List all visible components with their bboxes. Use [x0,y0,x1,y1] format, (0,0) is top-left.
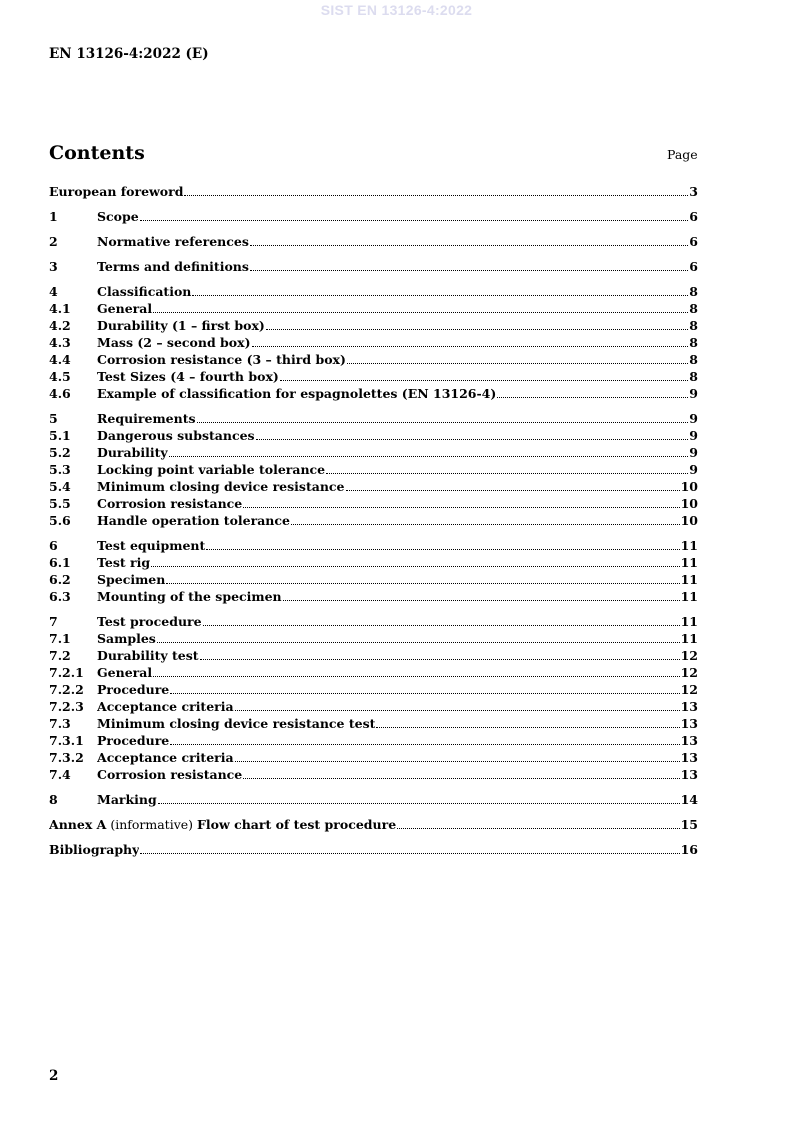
toc-entry[interactable] [49,816,698,833]
toc-entry-page: 10 [680,479,698,494]
toc-dot-leader [153,312,688,313]
toc-entry-number: 5.3 [49,462,71,477]
toc-entry-title [97,749,234,766]
toc-entry-number: 1 [49,209,58,224]
toc-dot-leader [197,422,689,423]
toc-dot-leader [140,853,679,854]
toc-entry-page: 6 [689,209,698,224]
toc-entry-title-text: Test rig [97,555,151,570]
toc-entry[interactable] [49,791,698,808]
toc-entry-title-text: Corrosion resistance [97,496,243,511]
toc-entry-title-text: Specimen [97,572,166,587]
toc-dot-leader [346,490,680,491]
toc-entry-title-text: Requirements [97,411,196,426]
toc-entry[interactable] [49,664,698,681]
toc-entry-title-text: Mass (2 – second box) [97,335,251,350]
toc-entry-title-text: General [97,665,153,680]
toc-dot-leader [166,583,679,584]
toc-entry-title [97,427,255,444]
toc-entry-page: 13 [680,767,698,782]
toc-entry-page: 11 [680,555,698,570]
toc-entry-title-text: Example of classification for espagnolettes (EN 13126-4) [97,386,497,401]
toc-entry-title-text: Terms and definitions [97,259,249,274]
toc-entry-title [97,588,282,605]
toc-entry-number: 7.2.1 [49,665,84,680]
toc-entry-title-text: Bibliography [49,842,140,857]
toc-entry-number: 7.2 [49,648,71,663]
toc-entry[interactable] [49,613,698,630]
toc-entry-title [97,571,165,588]
toc-dot-leader [243,778,679,779]
contents-title: Contents [49,142,145,164]
toc-entry-title [97,258,249,275]
toc-entry-number: 6 [49,538,58,553]
toc-entry-page: 11 [680,631,698,646]
toc-dot-leader [203,625,680,626]
toc-dot-leader [170,744,679,745]
toc-entry[interactable] [49,283,698,300]
toc-entry-page: 9 [689,386,698,401]
toc-entry-number: 7.2.2 [49,682,84,697]
toc-entry-number: 5.6 [49,513,71,528]
toc-entry[interactable] [49,478,698,495]
toc-entry-page: 14 [680,792,698,807]
toc-entry-title [97,732,169,749]
toc-entry-page: 11 [680,589,698,604]
toc-dot-leader [250,270,688,271]
toc-entry[interactable] [49,410,698,427]
toc-entry-number: 8 [49,792,58,807]
toc-entry-page: 9 [689,445,698,460]
toc-entry-title [49,841,139,858]
toc-entry-number: 4.6 [49,386,71,401]
toc-entry[interactable] [49,841,698,858]
toc-entry-title [97,664,152,681]
toc-entry-title [97,478,345,495]
toc-dot-leader [250,245,688,246]
toc-entry[interactable] [49,554,698,571]
toc-entry[interactable] [49,698,698,715]
page-column-label: Page [667,147,698,162]
toc-dot-leader [192,295,688,296]
toc-entry[interactable] [49,766,698,783]
toc-entry-title [97,300,152,317]
toc-dot-leader [206,549,679,550]
toc-entry-page: 11 [680,614,698,629]
toc-entry-title [97,368,279,385]
toc-entry-page: 6 [689,234,698,249]
toc-dot-leader [151,566,680,567]
toc-entry[interactable] [49,537,698,554]
toc-entry[interactable] [49,647,698,664]
toc-entry-number: 3 [49,259,58,274]
toc-entry-annex-title: Flow chart of test procedure [197,817,397,832]
toc-entry-title [97,461,325,478]
toc-entry-title [97,715,375,732]
toc-entry-title [97,766,242,783]
toc-entry-number: 7 [49,614,58,629]
toc-entry-title [97,334,251,351]
toc-entry-number: 5.4 [49,479,71,494]
toc-entry-title [97,698,234,715]
table-of-contents [49,183,698,858]
toc-entry[interactable] [49,317,698,334]
toc-entry-number: 4.1 [49,301,71,316]
toc-entry-title [49,183,183,200]
toc-entry-title-text: Mounting of the specimen [97,589,282,604]
toc-entry-title-text: Normative references [97,234,249,249]
toc-entry-title-text: Durability [97,445,168,460]
toc-entry-page: 10 [680,513,698,528]
toc-entry[interactable] [49,512,698,529]
toc-entry-title-text: Test equipment [97,538,206,553]
toc-entry-title [97,317,265,334]
toc-entry-number: 4.3 [49,335,71,350]
toc-entry-page: 8 [689,335,698,350]
toc-dot-leader [170,693,679,694]
toc-entry-page: 10 [680,496,698,511]
toc-dot-leader [497,397,688,398]
toc-entry-title-text: Corrosion resistance (3 – third box) [97,352,346,367]
toc-entry[interactable] [49,588,698,605]
toc-entry-number: 4 [49,284,58,299]
toc-entry-page: 13 [680,750,698,765]
toc-entry-title-text: Minimum closing device resistance test [97,716,376,731]
toc-dot-leader [235,761,680,762]
watermark: SIST EN 13126-4:2022 [320,2,473,18]
toc-entry-title [97,681,169,698]
toc-entry[interactable] [49,183,698,200]
toc-entry-number: 5.1 [49,428,71,443]
toc-entry-title [97,283,191,300]
toc-entry[interactable] [49,571,698,588]
toc-entry-page: 11 [680,538,698,553]
toc-entry[interactable] [49,258,698,275]
toc-entry-title [97,512,290,529]
toc-entry-title-text: Handle operation tolerance [97,513,290,528]
toc-entry-page: 6 [689,259,698,274]
toc-entry-title-text: Test Sizes (4 – fourth box) [97,369,279,384]
toc-entry-number: 4.5 [49,369,71,384]
toc-entry-number: 5.5 [49,496,71,511]
toc-dot-leader [347,363,688,364]
toc-entry-number: 2 [49,234,58,249]
toc-entry-number: 4.2 [49,318,71,333]
toc-entry-title [97,613,202,630]
toc-entry[interactable] [49,732,698,749]
toc-entry[interactable] [49,427,698,444]
toc-entry-page: 15 [680,817,698,832]
toc-entry-title-text: Dangerous substances [97,428,255,443]
toc-entry-title-text: Samples [97,631,156,646]
toc-dot-leader [256,439,689,440]
toc-entry-number: 7.3 [49,716,71,731]
document-id: EN 13126-4:2022 (E) [49,46,209,62]
toc-entry[interactable] [49,334,698,351]
toc-entry-page: 8 [689,352,698,367]
toc-dot-leader [140,220,689,221]
toc-entry-page: 13 [680,716,698,731]
toc-dot-leader [376,727,679,728]
toc-entry-number: 4.4 [49,352,71,367]
toc-entry-number: 5.2 [49,445,71,460]
toc-dot-leader [184,195,688,196]
toc-entry[interactable] [49,300,698,317]
toc-dot-leader [158,803,680,804]
toc-entry-title-text: Annex A [49,817,107,832]
toc-entry-title [97,647,199,664]
toc-entry-number: 7.4 [49,767,71,782]
toc-dot-leader [397,828,679,829]
toc-entry-title-text: Test procedure [97,614,202,629]
toc-entry-title-text: Procedure [97,682,170,697]
toc-dot-leader [326,473,688,474]
toc-entry-number: 7.1 [49,631,71,646]
page-number: 2 [49,1068,59,1084]
toc-entry-page: 16 [680,842,698,857]
toc-entry[interactable] [49,233,698,250]
toc-dot-leader [266,329,688,330]
toc-entry-title [97,444,168,461]
toc-entry-title-text: Locking point variable tolerance [97,462,326,477]
toc-entry[interactable] [49,495,698,512]
toc-dot-leader [169,456,689,457]
toc-dot-leader [252,346,689,347]
toc-entry-number: 7.2.3 [49,699,84,714]
toc-entry-title-text: Minimum closing device resistance [97,479,345,494]
toc-entry-number: 7.3.1 [49,733,84,748]
toc-entry-page: 8 [689,318,698,333]
toc-entry[interactable] [49,630,698,647]
toc-entry-number: 6.2 [49,572,71,587]
toc-dot-leader [235,710,680,711]
toc-entry-page: 12 [680,648,698,663]
toc-entry-number: 6.3 [49,589,71,604]
toc-entry[interactable] [49,715,698,732]
toc-entry-title [97,233,249,250]
toc-entry-page: 8 [689,284,698,299]
toc-entry-page: 11 [680,572,698,587]
toc-entry[interactable] [49,444,698,461]
toc-entry[interactable] [49,351,698,368]
toc-entry-title [97,495,242,512]
toc-entry-page: 8 [689,369,698,384]
toc-entry-title [97,791,157,808]
toc-entry-title-text: Scope [97,209,139,224]
toc-entry-title [97,554,150,571]
toc-entry[interactable] [49,368,698,385]
toc-entry-title-text: Classification [97,284,192,299]
toc-entry-title [97,208,139,225]
toc-entry-number: 7.3.2 [49,750,84,765]
toc-entry-title-text: General [97,301,153,316]
toc-entry[interactable] [49,208,698,225]
toc-entry-title [97,537,205,554]
toc-entry-page: 9 [689,462,698,477]
toc-entry-page: 9 [689,411,698,426]
toc-entry-title-text: Procedure [97,733,170,748]
toc-entry-annex-type: (informative) [106,817,198,832]
toc-entry-title [97,351,346,368]
toc-entry-title [97,410,196,427]
toc-entry-title [49,816,396,833]
toc-entry[interactable] [49,385,698,402]
toc-entry-page: 12 [680,665,698,680]
toc-entry[interactable] [49,461,698,478]
toc-dot-leader [153,676,679,677]
toc-dot-leader [280,380,688,381]
toc-dot-leader [243,507,679,508]
toc-dot-leader [283,600,680,601]
toc-entry-page: 13 [680,699,698,714]
toc-entry-title-text: European foreword [49,184,184,199]
toc-entry-title-text: Acceptance criteria [97,699,234,714]
toc-entry-title-text: Durability (1 – first box) [97,318,265,333]
toc-entry-page: 12 [680,682,698,697]
toc-entry-number: 5 [49,411,58,426]
toc-entry[interactable] [49,749,698,766]
toc-entry-title [97,385,496,402]
toc-entry-title-text: Durability test [97,648,199,663]
toc-entry[interactable] [49,681,698,698]
toc-entry-page: 3 [689,184,698,199]
toc-entry-page: 8 [689,301,698,316]
toc-entry-page: 9 [689,428,698,443]
toc-dot-leader [291,524,680,525]
toc-entry-title-text: Acceptance criteria [97,750,234,765]
toc-entry-page: 13 [680,733,698,748]
toc-entry-title [97,630,156,647]
toc-dot-leader [157,642,680,643]
toc-entry-title-text: Marking [97,792,157,807]
toc-entry-number: 6.1 [49,555,71,570]
toc-entry-title-text: Corrosion resistance [97,767,243,782]
toc-dot-leader [200,659,680,660]
